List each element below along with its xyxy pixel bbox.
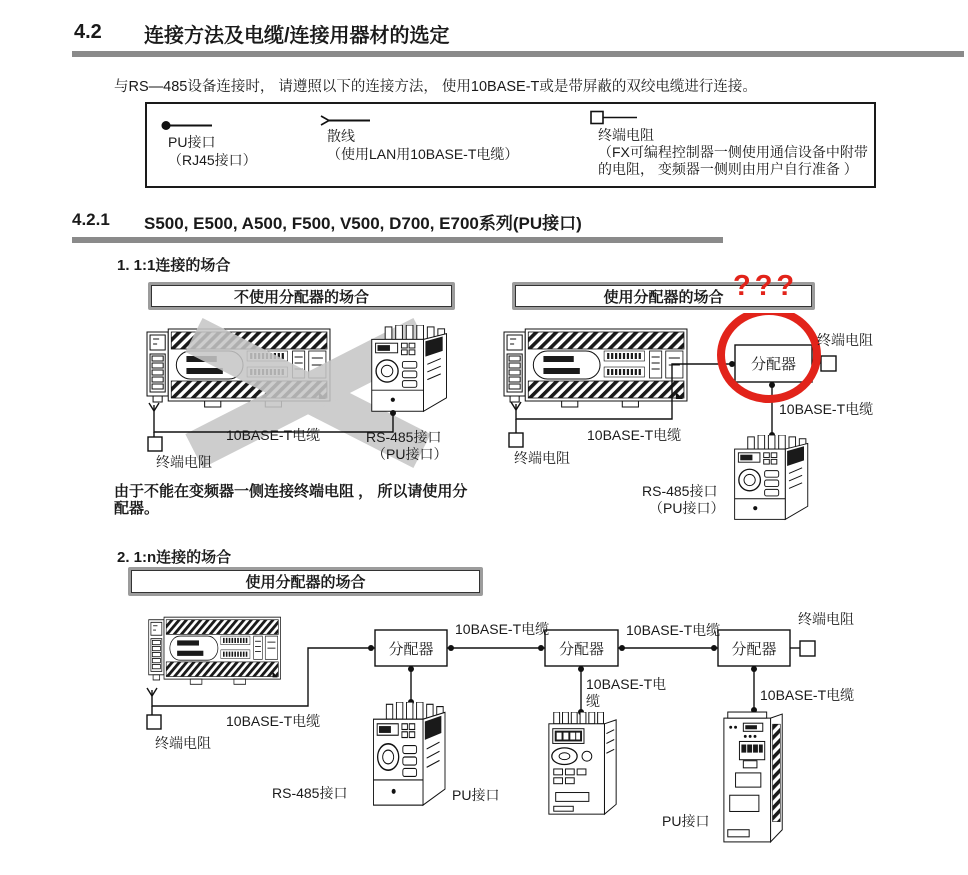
case2-distributor-label-3: 分配器: [731, 641, 777, 658]
case1-right-distributor-label: 分配器: [750, 356, 796, 373]
case2-distributor-label-1: 分配器: [388, 641, 434, 658]
case2-distributor-label-2: 分配器: [558, 641, 604, 658]
terminal-resistor-square-icon: [589, 110, 639, 125]
case2-title-box: [128, 567, 483, 596]
case1-right-resistor-top-label: 终端电阻: [817, 332, 873, 348]
case1-right-title: 使用分配器的场合: [603, 288, 724, 306]
pu-port-dot-line-icon: [160, 119, 214, 132]
subsection-underline: [72, 237, 723, 243]
section-underline: [72, 51, 964, 57]
case2-resistor-left-label: 终端电阻: [155, 735, 211, 751]
connection-dot: [751, 666, 757, 672]
case1-left-cable-label: 10BASE-T电缆: [226, 427, 321, 443]
inverter-drawing-1: [374, 702, 446, 805]
plc-drawing: [149, 617, 281, 684]
case1-left-title-box: [148, 282, 455, 310]
inverter-drawing-2: [549, 712, 616, 814]
case1-right-resistor-bottom-label: 终端电阻: [514, 450, 570, 466]
case1-heading: 1. 1:1连接的场合: [117, 257, 231, 274]
case2-port-label-3: PU接口: [662, 813, 710, 829]
case1-left-title: 不使用分配器的场合: [233, 288, 369, 306]
legend-wire-sublabel: （使用LAN用10BASE-T电缆）: [327, 146, 519, 162]
case2-cable-drop2-line2: 缆: [586, 693, 600, 709]
terminal-resistor-square: [147, 715, 161, 729]
case2-cable-12-label: 10BASE-T电缆: [455, 621, 550, 637]
connection-dot: [538, 645, 544, 651]
legend-wire-label: 散线: [327, 128, 355, 144]
case2-cable-drop3-label: 10BASE-T电缆: [760, 687, 855, 703]
connection-dot: [368, 645, 374, 651]
case2-resistor-right-label: 终端电阻: [798, 611, 854, 627]
plc-drawing: [504, 329, 687, 407]
case1-left-port-label: RS-485接口: [366, 429, 442, 445]
case1-right-port-sublabel: （PU接口）: [649, 500, 725, 516]
legend-pu-label: PU接口: [168, 134, 216, 150]
case2-cable-plc-label: 10BASE-T电缆: [226, 713, 321, 729]
subsection-number: 4.2.1: [72, 210, 110, 229]
connection-dot: [578, 666, 584, 672]
connection-dot: [619, 645, 625, 651]
intro-paragraph: 与RS—485设备连接时， 请遵照以下的连接方法， 使用10BASE-T或是带屏蔽的双绞电缆进行连接。: [114, 79, 757, 95]
case2-cable-23-label: 10BASE-T电缆: [626, 622, 721, 638]
terminal-resistor-square: [821, 356, 836, 371]
terminal-resistor-square: [800, 641, 815, 656]
legend-resistor-label: 终端电阻: [598, 127, 654, 143]
case2-heading: 2. 1:n连接的场合: [117, 549, 232, 566]
connection-dot: [390, 410, 396, 416]
inverter-drawing: [735, 435, 808, 519]
case1-left-port-sublabel: （PU接口）: [372, 446, 448, 462]
case1-left-resistor-label: 终端电阻: [156, 454, 212, 470]
case1-note-line2: 配器。: [114, 500, 160, 517]
case2-cable-drop2-line1: 10BASE-T电: [586, 676, 667, 692]
connection-dot: [711, 645, 717, 651]
case2-port-label-1: RS-485接口: [272, 785, 348, 801]
case1-note-line1: 由于不能在变频器一侧连接终端电阻 ， 所以请使用分: [114, 483, 468, 500]
connection-dot: [769, 382, 775, 388]
connection-dot: [408, 666, 414, 672]
case2-title: 使用分配器的场合: [245, 574, 366, 591]
legend-pu-sublabel: （RJ45接口）: [168, 152, 257, 168]
case1-right-cable-v-label: 10BASE-T电缆: [779, 401, 874, 417]
section-number: 4.2: [74, 21, 102, 43]
terminal-resistor-square: [509, 433, 523, 447]
legend-resistor-subline2: 的电阻， 变频器一侧则由用户自行准备 ）: [598, 161, 858, 177]
case1-right-port-label: RS-485接口: [642, 483, 718, 499]
subsection-title: S500, E500, A500, F500, V500, D700, E700系列(PU接口): [144, 214, 582, 233]
section-title: 连接方法及电缆/连接用器材的选定: [144, 25, 450, 47]
legend-resistor-subline1: （FX可编程控制器一侧使用通信设备中附带: [598, 144, 868, 160]
case2-port-label-2: PU接口: [452, 787, 500, 803]
connection-dot: [448, 645, 454, 651]
case1-right-cable-h-label: 10BASE-T电缆: [587, 427, 682, 443]
question-marks-annotation: ???: [733, 270, 799, 302]
terminal-resistor-square: [148, 437, 162, 451]
inverter-drawing-3: [724, 712, 782, 842]
